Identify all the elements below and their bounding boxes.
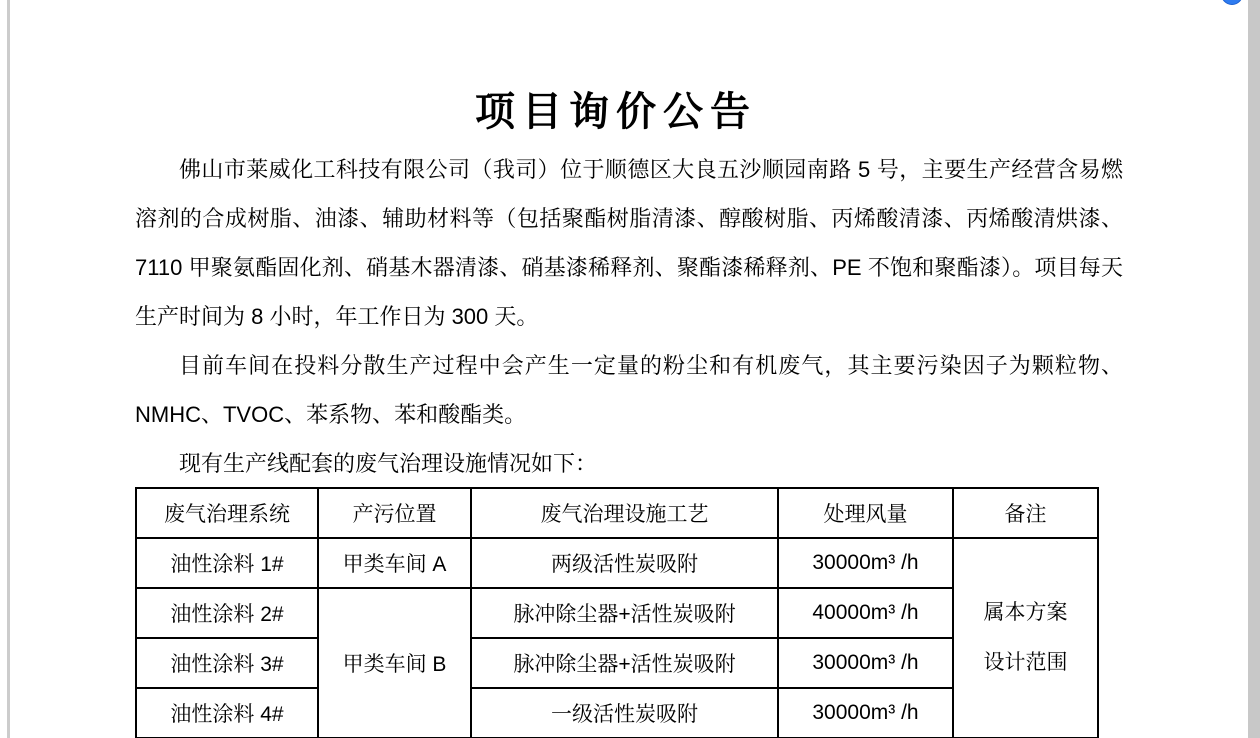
cell-system: 油性涂料 1# [136,538,318,588]
paragraph-pollutants: 目前车间在投料分散生产过程中会产生一定量的粉尘和有机废气，其主要污染因子为颗粒物、NMHC、TVOC、苯系物、苯和酸酯类。 [135,353,1123,427]
cell-airflow: 40000m³ /h [778,588,953,638]
table-row [136,538,1098,588]
cell-location: 甲类车间 A [318,538,471,588]
cell-airflow: 30000m³ /h [778,538,953,588]
cell-system: 油性涂料 4# [136,688,318,738]
header-location: 产污位置 [318,488,471,538]
header-process: 废气治理设施工艺 [471,488,778,538]
cell-system: 油性涂料 2# [136,588,318,638]
cell-location: 甲类车间 B [318,588,471,738]
document-title: 项目询价公告 [475,89,757,134]
cell-process: 两级活性炭吸附 [471,538,778,588]
paragraph-company-intro: 佛山市莱威化工科技有限公司（我司）位于顺德区大良五沙顺园南路 5 号，主要生产经营含易燃溶剂的合成树脂、油漆、辅助材料等（包括聚酯树脂清漆、醇酸树脂、丙烯酸清漆、丙烯酸清烘漆、7110 甲聚氨酯固化剂、硝基木器清漆、硝基漆稀释剂、聚酯漆稀释剂、PE 不饱和聚酯漆）。项目每天生产时间为 8 小时，年工作日为 300 天。 [135,157,1123,329]
cell-process: 一级活性炭吸附 [471,688,778,738]
waste-gas-treatment-table [135,487,1099,738]
header-airflow: 处理风量 [778,488,953,538]
cell-process: 脉冲除尘器+活性炭吸附 [471,638,778,688]
cell-system: 油性涂料 3# [136,638,318,688]
page-left-edge [7,0,10,738]
cell-airflow: 30000m³ /h [778,688,953,738]
header-system: 废气治理系统 [136,488,318,538]
floating-action-icon[interactable] [1221,0,1243,5]
cell-airflow: 30000m³ /h [778,638,953,688]
cell-remark [953,538,1098,738]
vertical-scrollbar[interactable] [1248,0,1260,738]
remark-line-1: 属本方案 [983,601,1068,624]
paragraph-table-lead-in: 现有生产线配套的废气治理设施情况如下： [179,451,598,476]
document-body [135,145,1123,488]
cell-process: 脉冲除尘器+活性炭吸附 [471,588,778,638]
header-remark: 备注 [953,488,1098,538]
remark-line-2: 设计范围 [983,651,1068,674]
table-header-row [136,488,1098,538]
